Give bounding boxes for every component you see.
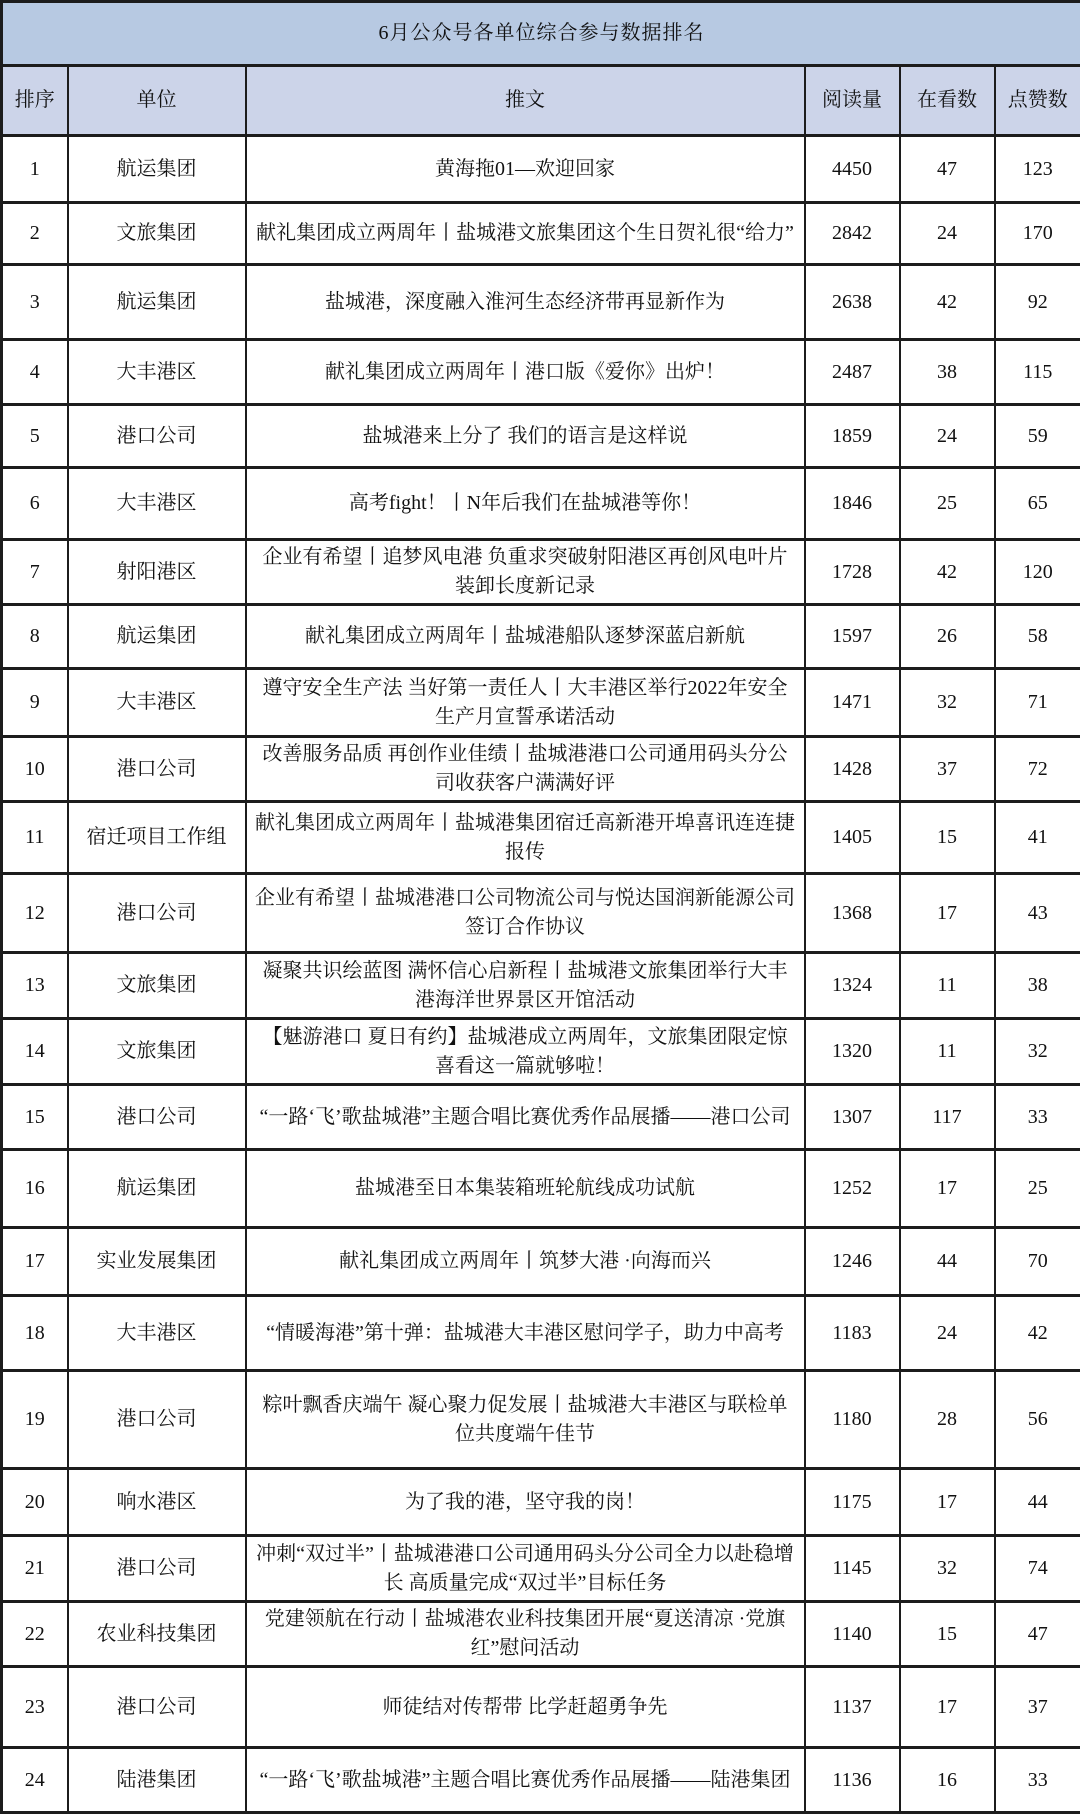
watches-cell: 42 [900, 265, 995, 340]
table-row [2, 1469, 1080, 1536]
tweet-cell: 凝聚共识绘蓝图 满怀信心启新程丨盐城港文旅集团举行大丰港海洋世界景区开馆活动 [246, 953, 805, 1019]
tweet-cell: 盐城港来上分了 我们的语言是这样说 [246, 405, 805, 468]
likes-cell: 123 [995, 136, 1080, 203]
tweet-cell: 献礼集团成立两周年丨筑梦大港 ·向海而兴 [246, 1228, 805, 1296]
reads-cell: 1405 [805, 802, 900, 874]
unit-cell: 航运集团 [68, 605, 246, 669]
unit-cell: 港口公司 [68, 737, 246, 802]
reads-cell: 4450 [805, 136, 900, 203]
table-row [2, 1667, 1080, 1748]
reads-cell: 1859 [805, 405, 900, 468]
table-row [2, 605, 1080, 669]
likes-cell: 56 [995, 1371, 1080, 1469]
likes-cell: 44 [995, 1469, 1080, 1536]
likes-cell: 37 [995, 1667, 1080, 1748]
tweet-cell: 为了我的港，坚守我的岗！ [246, 1469, 805, 1536]
unit-cell: 港口公司 [68, 1667, 246, 1748]
table-row [2, 468, 1080, 540]
rank-cell: 3 [2, 265, 68, 340]
watches-cell: 11 [900, 953, 995, 1019]
table-row [2, 1602, 1080, 1667]
tweet-cell: “情暖海港”第十弹：盐城港大丰港区慰问学子，助力中高考 [246, 1296, 805, 1371]
rank-cell: 18 [2, 1296, 68, 1371]
likes-cell: 33 [995, 1085, 1080, 1150]
tweet-cell: 冲刺“双过半”丨盐城港港口公司通用码头分公司全力以赴稳增长 高质量完成“双过半”目标任务 [246, 1536, 805, 1602]
watches-cell: 26 [900, 605, 995, 669]
reads-cell: 1136 [805, 1748, 900, 1813]
table-row [2, 540, 1080, 605]
watches-cell: 15 [900, 802, 995, 874]
table-row [2, 136, 1080, 203]
table-row [2, 1371, 1080, 1469]
likes-cell: 71 [995, 669, 1080, 737]
reads-cell: 1428 [805, 737, 900, 802]
watches-cell: 17 [900, 1469, 995, 1536]
unit-cell: 大丰港区 [68, 1296, 246, 1371]
rank-cell: 20 [2, 1469, 68, 1536]
unit-cell: 响水港区 [68, 1469, 246, 1536]
table-row [2, 1228, 1080, 1296]
reads-cell: 1307 [805, 1085, 900, 1150]
table-row [2, 737, 1080, 802]
rank-cell: 14 [2, 1019, 68, 1085]
rank-cell: 22 [2, 1602, 68, 1667]
unit-cell: 文旅集团 [68, 203, 246, 265]
tweet-cell: 献礼集团成立两周年丨盐城港文旅集团这个生日贺礼很“给力” [246, 203, 805, 265]
rank-cell: 7 [2, 540, 68, 605]
reads-cell: 1246 [805, 1228, 900, 1296]
tweet-cell: 盐城港至日本集装箱班轮航线成功试航 [246, 1150, 805, 1228]
tweet-cell: 高考fight！丨N年后我们在盐城港等你！ [246, 468, 805, 540]
tweet-cell: 粽叶飘香庆端午 凝心聚力促发展丨盐城港大丰港区与联检单位共度端午佳节 [246, 1371, 805, 1469]
likes-cell: 43 [995, 874, 1080, 953]
likes-cell: 92 [995, 265, 1080, 340]
reads-cell: 1145 [805, 1536, 900, 1602]
likes-cell: 59 [995, 405, 1080, 468]
reads-cell: 1728 [805, 540, 900, 605]
watches-cell: 37 [900, 737, 995, 802]
rank-cell: 13 [2, 953, 68, 1019]
watches-cell: 24 [900, 203, 995, 265]
rank-cell: 16 [2, 1150, 68, 1228]
watches-cell: 47 [900, 136, 995, 203]
table-row [2, 405, 1080, 468]
tweet-cell: 改善服务品质 再创作业佳绩丨盐城港港口公司通用码头分公司收获客户满满好评 [246, 737, 805, 802]
reads-cell: 1252 [805, 1150, 900, 1228]
tweet-cell: “一路‘飞’歌盐城港”主题合唱比赛优秀作品展播——港口公司 [246, 1085, 805, 1150]
likes-cell: 74 [995, 1536, 1080, 1602]
likes-cell: 70 [995, 1228, 1080, 1296]
watches-cell: 11 [900, 1019, 995, 1085]
reads-cell: 2842 [805, 203, 900, 265]
column-header-rank: 排序 [2, 66, 68, 136]
likes-cell: 32 [995, 1019, 1080, 1085]
watches-cell: 15 [900, 1602, 995, 1667]
table-row [2, 802, 1080, 874]
table-row [2, 874, 1080, 953]
reads-cell: 1324 [805, 953, 900, 1019]
table-row [2, 1748, 1080, 1813]
column-header-unit: 单位 [68, 66, 246, 136]
watches-cell: 44 [900, 1228, 995, 1296]
column-header-watches: 在看数 [900, 66, 995, 136]
watches-cell: 117 [900, 1085, 995, 1150]
reads-cell: 1140 [805, 1602, 900, 1667]
unit-cell: 航运集团 [68, 265, 246, 340]
unit-cell: 农业科技集团 [68, 1602, 246, 1667]
rank-cell: 24 [2, 1748, 68, 1813]
unit-cell: 大丰港区 [68, 468, 246, 540]
column-header-row [2, 66, 1080, 136]
tweet-cell: 企业有希望丨追梦风电港 负重求突破射阳港区再创风电叶片装卸长度新记录 [246, 540, 805, 605]
unit-cell: 航运集团 [68, 1150, 246, 1228]
watches-cell: 42 [900, 540, 995, 605]
unit-cell: 文旅集团 [68, 1019, 246, 1085]
likes-cell: 72 [995, 737, 1080, 802]
watches-cell: 16 [900, 1748, 995, 1813]
column-header-reads: 阅读量 [805, 66, 900, 136]
reads-cell: 1597 [805, 605, 900, 669]
unit-cell: 文旅集团 [68, 953, 246, 1019]
watches-cell: 24 [900, 1296, 995, 1371]
unit-cell: 射阳港区 [68, 540, 246, 605]
table-row [2, 953, 1080, 1019]
watches-cell: 38 [900, 340, 995, 405]
table-row [2, 1085, 1080, 1150]
unit-cell: 航运集团 [68, 136, 246, 203]
table-row [2, 340, 1080, 405]
tweet-cell: 献礼集团成立两周年丨港口版《爱你》出炉！ [246, 340, 805, 405]
tweet-cell: 党建领航在行动丨盐城港农业科技集团开展“夏送清凉 ·党旗红”慰问活动 [246, 1602, 805, 1667]
unit-cell: 港口公司 [68, 1536, 246, 1602]
likes-cell: 115 [995, 340, 1080, 405]
table-row [2, 1536, 1080, 1602]
tweet-cell: 【魅游港口 夏日有约】盐城港成立两周年，文旅集团限定惊喜看这一篇就够啦！ [246, 1019, 805, 1085]
column-header-tweet: 推文 [246, 66, 805, 136]
likes-cell: 41 [995, 802, 1080, 874]
reads-cell: 1137 [805, 1667, 900, 1748]
rank-cell: 5 [2, 405, 68, 468]
unit-cell: 大丰港区 [68, 669, 246, 737]
tweet-cell: “一路‘飞’歌盐城港”主题合唱比赛优秀作品展播——陆港集团 [246, 1748, 805, 1813]
reads-cell: 2487 [805, 340, 900, 405]
unit-cell: 大丰港区 [68, 340, 246, 405]
reads-cell: 1471 [805, 669, 900, 737]
table-row [2, 203, 1080, 265]
unit-cell: 港口公司 [68, 1085, 246, 1150]
rank-cell: 6 [2, 468, 68, 540]
rank-cell: 1 [2, 136, 68, 203]
column-header-likes: 点赞数 [995, 66, 1080, 136]
tweet-cell: 遵守安全生产法 当好第一责任人丨大丰港区举行2022年安全生产月宣誓承诺活动 [246, 669, 805, 737]
unit-cell: 港口公司 [68, 874, 246, 953]
watches-cell: 32 [900, 1536, 995, 1602]
likes-cell: 120 [995, 540, 1080, 605]
watches-cell: 24 [900, 405, 995, 468]
table-row [2, 1019, 1080, 1085]
rank-cell: 2 [2, 203, 68, 265]
tweet-cell: 黄海拖01—欢迎回家 [246, 136, 805, 203]
reads-cell: 2638 [805, 265, 900, 340]
unit-cell: 实业发展集团 [68, 1228, 246, 1296]
rank-cell: 17 [2, 1228, 68, 1296]
reads-cell: 1175 [805, 1469, 900, 1536]
rank-cell: 4 [2, 340, 68, 405]
title-row [2, 2, 1080, 66]
reads-cell: 1320 [805, 1019, 900, 1085]
rank-cell: 12 [2, 874, 68, 953]
watches-cell: 17 [900, 874, 995, 953]
likes-cell: 58 [995, 605, 1080, 669]
tweet-cell: 企业有希望丨盐城港港口公司物流公司与悦达国润新能源公司签订合作协议 [246, 874, 805, 953]
table-row [2, 1296, 1080, 1371]
watches-cell: 32 [900, 669, 995, 737]
likes-cell: 25 [995, 1150, 1080, 1228]
unit-cell: 港口公司 [68, 405, 246, 468]
likes-cell: 42 [995, 1296, 1080, 1371]
likes-cell: 38 [995, 953, 1080, 1019]
reads-cell: 1846 [805, 468, 900, 540]
tweet-cell: 盐城港，深度融入淮河生态经济带再显新作为 [246, 265, 805, 340]
rank-cell: 19 [2, 1371, 68, 1469]
table-row [2, 1150, 1080, 1228]
unit-cell: 宿迁项目工作组 [68, 802, 246, 874]
unit-cell: 港口公司 [68, 1371, 246, 1469]
tweet-cell: 献礼集团成立两周年丨盐城港船队逐梦深蓝启新航 [246, 605, 805, 669]
rank-cell: 8 [2, 605, 68, 669]
watches-cell: 25 [900, 468, 995, 540]
rank-cell: 11 [2, 802, 68, 874]
likes-cell: 170 [995, 203, 1080, 265]
tweet-cell: 献礼集团成立两周年丨盐城港集团宿迁高新港开埠喜讯连连捷报传 [246, 802, 805, 874]
watches-cell: 17 [900, 1150, 995, 1228]
watches-cell: 17 [900, 1667, 995, 1748]
likes-cell: 47 [995, 1602, 1080, 1667]
table-row [2, 669, 1080, 737]
table-row [2, 265, 1080, 340]
likes-cell: 33 [995, 1748, 1080, 1813]
rank-cell: 15 [2, 1085, 68, 1150]
tweet-cell: 师徒结对传帮带 比学赶超勇争先 [246, 1667, 805, 1748]
rank-cell: 10 [2, 737, 68, 802]
rank-cell: 9 [2, 669, 68, 737]
watches-cell: 28 [900, 1371, 995, 1469]
likes-cell: 65 [995, 468, 1080, 540]
reads-cell: 1180 [805, 1371, 900, 1469]
unit-cell: 陆港集团 [68, 1748, 246, 1813]
reads-cell: 1368 [805, 874, 900, 953]
table-body [2, 136, 1080, 1813]
page-title: 6月公众号各单位综合参与数据排名 [2, 2, 1080, 66]
rank-cell: 21 [2, 1536, 68, 1602]
rank-cell: 23 [2, 1667, 68, 1748]
reads-cell: 1183 [805, 1296, 900, 1371]
